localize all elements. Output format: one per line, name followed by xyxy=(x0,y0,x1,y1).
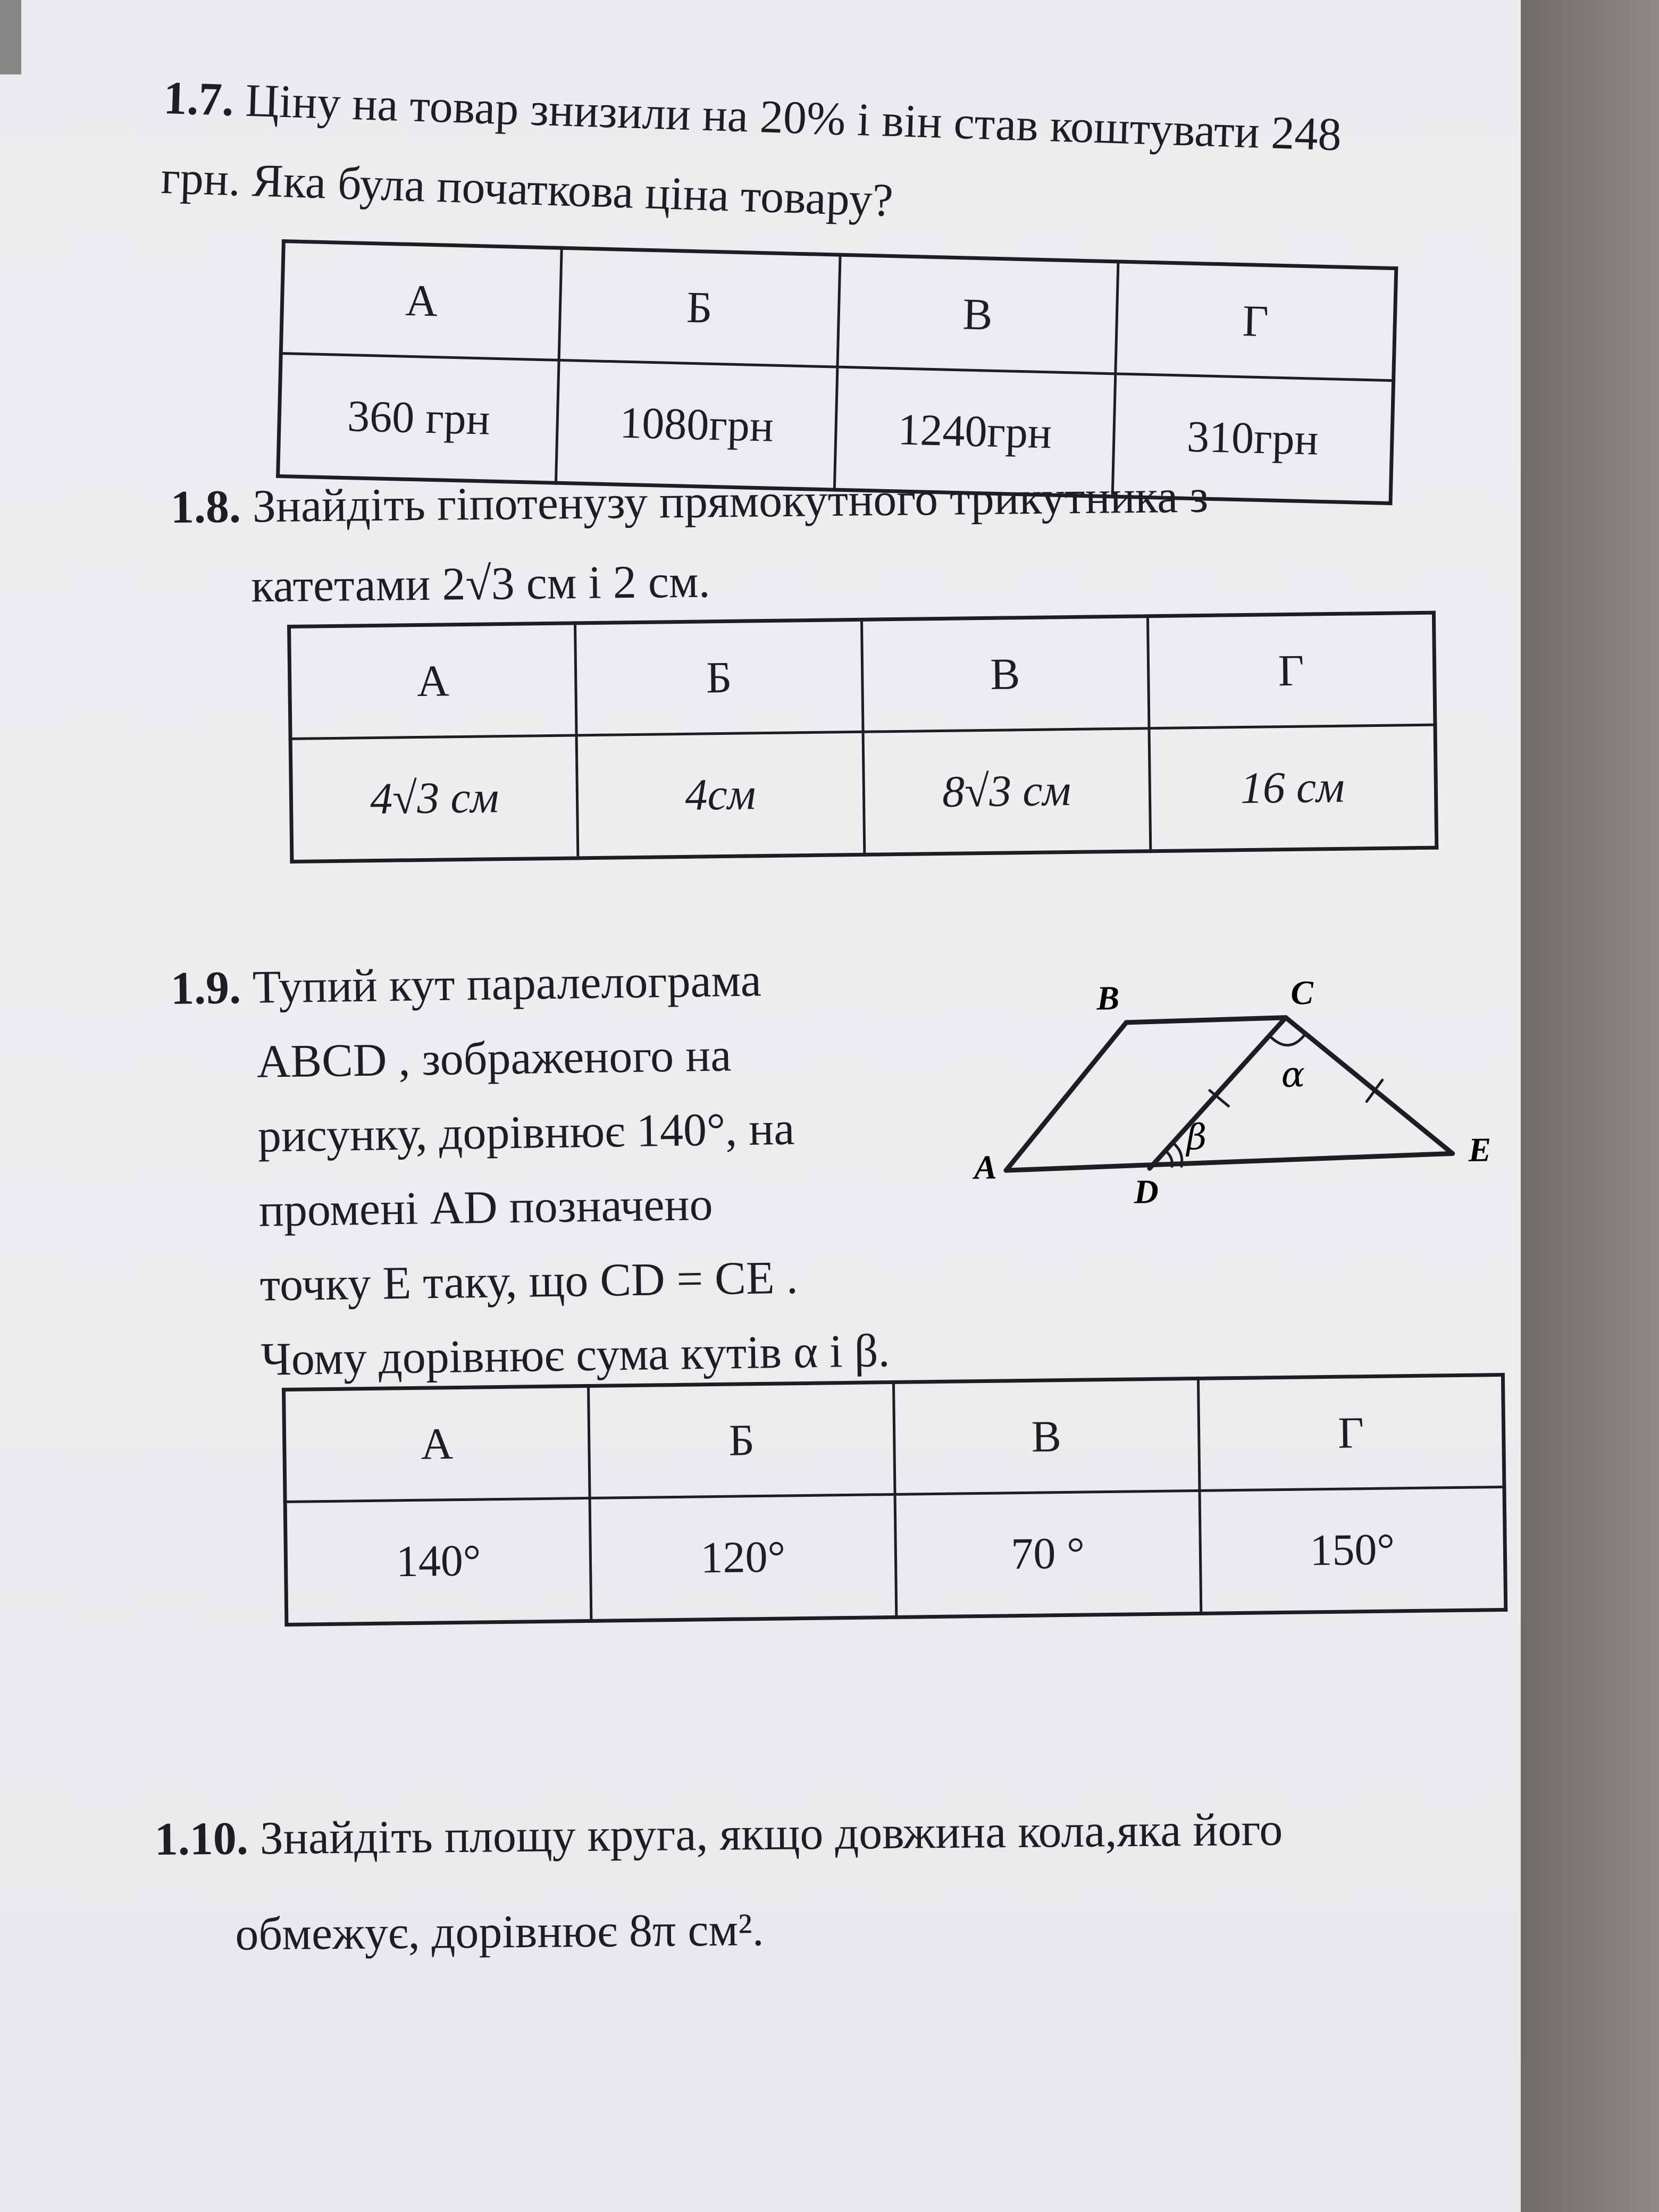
problem-1-10-number: 1.10. xyxy=(154,1813,249,1865)
option-g-label: Г xyxy=(1116,262,1396,381)
problem-1-7-line-1: Ціну на товар знизили на 20% і він став коштувати 248 xyxy=(245,74,1343,161)
problem-1-7-line-2: грн. Яка була початкова ціна товару? xyxy=(160,152,894,227)
option-g-value: 310грн xyxy=(1112,374,1394,504)
problem-1-8-number: 1.8. xyxy=(170,481,241,533)
segment-bc xyxy=(1126,1018,1286,1023)
label-beta: β xyxy=(1186,1116,1207,1158)
option-v-label: В xyxy=(837,255,1118,374)
answer-table-1-9 xyxy=(282,1373,1507,1627)
segment-ab xyxy=(1004,1023,1128,1170)
option-a-value: 140° xyxy=(285,1498,591,1624)
problem-1-7-number: 1.7. xyxy=(163,72,235,127)
option-v-value: 1240грн xyxy=(834,367,1116,497)
option-g-value: 16 см xyxy=(1149,725,1437,851)
label-b: B xyxy=(1096,979,1120,1017)
option-a-value: 360 грн xyxy=(278,354,559,483)
option-a-label: А xyxy=(289,623,577,739)
option-g-value: 150° xyxy=(1200,1487,1506,1613)
option-v-value: 8√3 см xyxy=(863,728,1151,855)
option-v-value: 70 ° xyxy=(895,1490,1201,1617)
option-a-label: А xyxy=(284,1386,590,1502)
arc-alpha xyxy=(1270,1035,1304,1045)
problem-1-9-line-3: рисунку, дорівнює 140°, на xyxy=(257,1103,795,1162)
problem-1-10-line-1: Знайдіть площу круга, якщо довжина кола,яка його xyxy=(259,1804,1283,1865)
problem-1-8-line-1: Знайдіть гіпотенузу прямокутного трикутника з xyxy=(252,471,1209,533)
parallelogram-figure xyxy=(956,969,1517,1217)
problem-1-9-line-6: Чому дорівнює сума кутів α і β. xyxy=(261,1325,891,1386)
label-e: E xyxy=(1468,1130,1492,1169)
label-d: D xyxy=(1134,1172,1159,1211)
problem-1-9-text xyxy=(170,942,890,1398)
label-c: C xyxy=(1290,973,1314,1012)
problem-1-9-line-2: ABCD , зображеного на xyxy=(256,1029,732,1088)
desk-background xyxy=(1521,0,1659,2212)
problem-1-9-number: 1.9. xyxy=(170,962,241,1015)
answer-table-1-8 xyxy=(287,611,1438,864)
option-b-value: 120° xyxy=(590,1494,896,1621)
page-corner xyxy=(0,0,21,74)
problem-1-10-text xyxy=(154,1782,1284,1983)
segment-ce xyxy=(1286,1015,1453,1155)
option-v-label: В xyxy=(893,1378,1200,1494)
problem-1-9-line-4: промені AD позначено xyxy=(258,1178,714,1237)
option-b-value: 4см xyxy=(576,732,864,858)
option-g-label: Г xyxy=(1198,1375,1504,1490)
label-alpha: α xyxy=(1281,1054,1305,1095)
problem-1-8-line-2: катетами 2√3 см і 2 см. xyxy=(250,556,711,613)
option-b-label: Б xyxy=(575,619,863,735)
option-a-label: А xyxy=(281,241,562,361)
option-a-value: 4√3 см xyxy=(290,735,578,862)
problem-1-10-line-2: обмежує, дорівнює 8π см². xyxy=(234,1904,764,1960)
segment-ae xyxy=(1006,1153,1453,1170)
segment-cd xyxy=(1147,1018,1288,1169)
option-b-label: Б xyxy=(589,1382,895,1498)
problem-1-8-text xyxy=(170,457,1209,627)
problem-1-9-line-1: Тупий кут паралелограма xyxy=(252,954,762,1013)
problem-1-9-line-5: точку E таку, що CD = CE . xyxy=(259,1252,799,1311)
option-g-label: Г xyxy=(1147,613,1435,728)
label-a: A xyxy=(974,1148,998,1186)
option-b-label: Б xyxy=(559,248,840,367)
option-b-value: 1080грн xyxy=(556,360,837,490)
option-v-label: В xyxy=(861,616,1149,732)
